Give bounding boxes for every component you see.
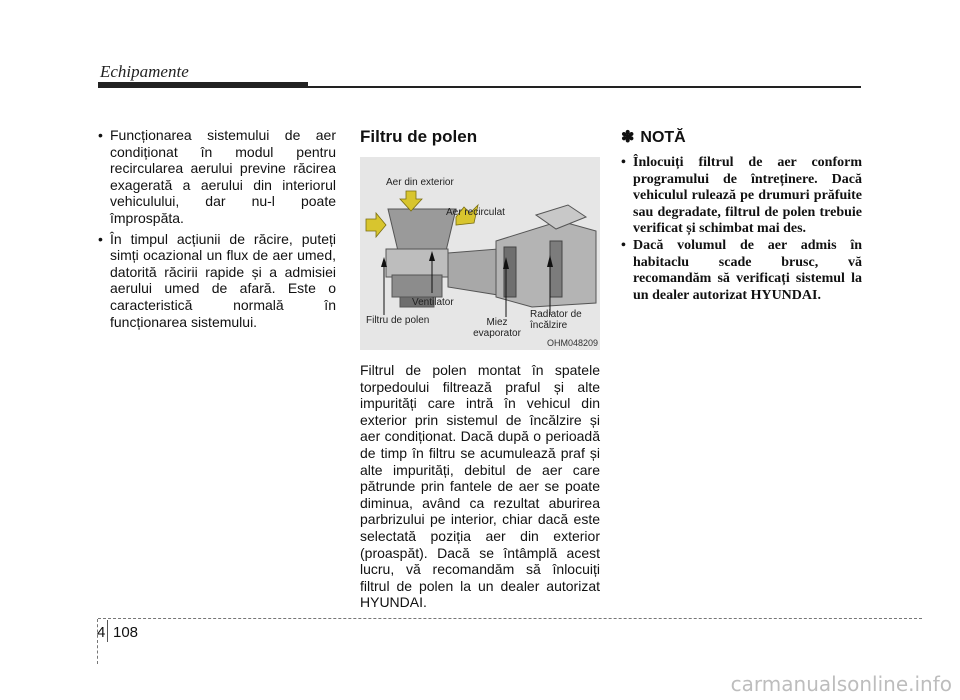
left-column — [98, 127, 336, 334]
note-list — [621, 155, 862, 304]
header-rule-thin — [308, 86, 861, 88]
section-title: Filtru de polen — [360, 127, 478, 146]
air-duct — [448, 249, 498, 295]
footer-rule — [98, 618, 922, 619]
page-number-separator — [107, 620, 108, 642]
outside-air-down-arrow — [400, 191, 422, 211]
outlet-duct — [536, 205, 586, 229]
outside-air-label: Aer din exterior — [386, 177, 454, 188]
note-heading — [621, 127, 862, 147]
fan-label: Ventilator — [412, 297, 454, 308]
note-star-icon: ✽ — [621, 129, 635, 146]
list-item: • Dacă volumul de aer admis în habitaclu scade brusc, vă recomandăm să verificați sistemul la un dealer autorizat HYUNDAI. — [621, 238, 862, 304]
heater-core — [550, 241, 562, 297]
outside-air-arrow — [366, 213, 386, 237]
list-item: • Înlocuiți filtrul de aer conform programului de întreținere. Dacă vehiculul rulează pe drumuri prăfuite sau degradate, filtrul de polen trebuie verificat și schimbat mai des. — [621, 155, 862, 238]
heater-radiator-label: Radiator de încălzire — [530, 309, 582, 331]
list-item: • Funcționarea sistemului de aer condiționat în modul pentru recircularea aerului previne răcirea exagerată a aerului din interiorul vehiculului, dar nu-l poate împrospăta. — [98, 127, 336, 227]
pollen-filter-paragraph: Filtrul de polen montat în spatele torpedoului filtrează praful și alte impurități care intră în vehicul din exterior prin sistemul de încălzire și aer condiționat. Dacă după o perioadă de timp în filtru se acumulează praf și alte impurități, debitul de aer care pătrunde prin fantele de aer se poate diminua, având ca rezultat aburirea parbrizului pe interior, chiar dacă este selectată poziția aer din exterior (proaspăt). Dacă se întâmplă acest lucru, vă recomandăm să înlocuiți filtrul de polen la un dealer autorizat HYUNDAI. — [360, 362, 600, 611]
section-number: 4 — [97, 624, 106, 641]
watermark: carmanualsonline.info — [730, 672, 952, 696]
middle-column — [360, 127, 600, 611]
filter-housing — [386, 249, 448, 277]
header-rule-thick — [98, 82, 308, 88]
evaporator-core-label: Miez evaporator — [473, 317, 521, 339]
figure-code: OHM048209 — [546, 338, 598, 348]
page-number: 108 — [113, 624, 139, 641]
right-column — [621, 127, 862, 304]
fan-housing — [392, 275, 442, 297]
list-item: • În timpul acțiunii de răcire, puteți simți ocazional un flux de aer umed, datorită răcirii rapide și a admisiei aerului umed de afară. Este o caracteristică normală în funcționarea sistemului. — [98, 231, 336, 331]
ac-info-list — [98, 127, 336, 330]
pollen-filter-label: Filtru de polen — [366, 315, 430, 326]
page-header-title: Echipamente — [100, 62, 189, 81]
recirculated-air-label: Aer recirculat — [446, 207, 505, 218]
note-title: NOTĂ — [640, 129, 686, 146]
pollen-filter-diagram — [360, 157, 600, 350]
